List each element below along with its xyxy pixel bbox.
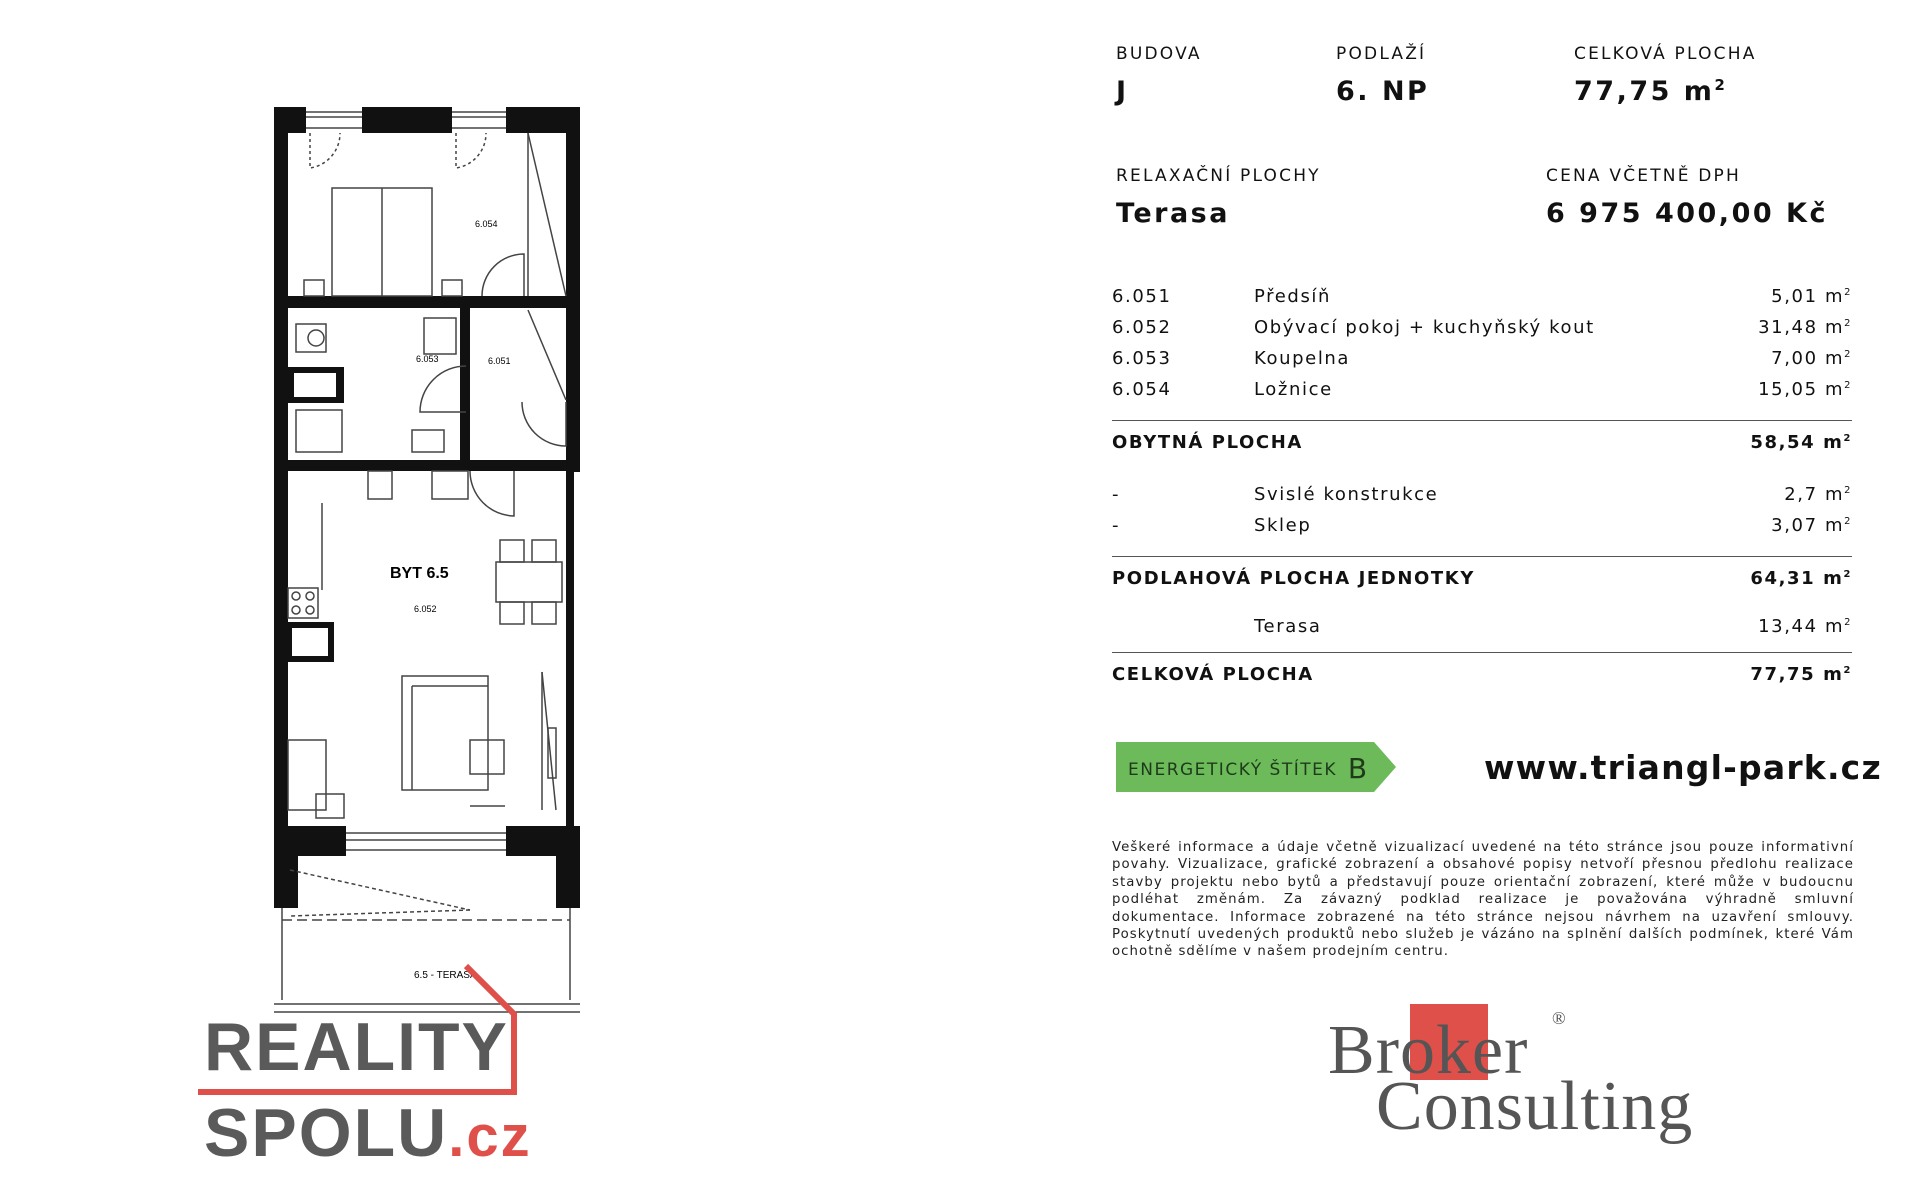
podlazi-value: 6. NP <box>1336 76 1430 107</box>
celkova-plocha-label: CELKOVÁ PLOCHA <box>1574 44 1757 64</box>
celkova-row: CELKOVÁ PLOCHA 77,75 $m^2$ <box>1112 664 1852 685</box>
room-label-6052: 6.052 <box>414 604 437 614</box>
room-label-6053: 6.053 <box>416 354 439 364</box>
celkova-plocha-value: 77,75 $m^2$ <box>1574 76 1728 107</box>
budova-value: J <box>1116 76 1129 107</box>
relaxacni-value: Terasa <box>1116 198 1230 229</box>
room-row: 6.051 Předsíň 5,01 $m^2$ <box>1112 286 1852 307</box>
reality-text: REALITY <box>204 1009 509 1085</box>
cena-label: CENA VČETNĚ DPH <box>1546 166 1741 186</box>
extra-row: - Svislé konstrukce 2,7 $m^2$ <box>1112 484 1852 505</box>
disclaimer: Veškeré informace a údaje včetně vizualizací uvedené na této stránce jsou pouze informativní povahy. Vizualizace, grafické zobrazení a obsahové popisy netvoří přesnou předlohu realizace stavby projektu nebo bytů a představují pouze orientační zobrazení, které může v budoucnu podléhat změnám. Za závazný podklad realizace je považována výhradně smluvní dokumentace. Informace zobrazené na této stránce nejsou návrhem na uzavření smlouvy. Poskytnutí uvedených produktů nebo služeb je vázáno na splnění dalších podmínek, které Vám ochotně sdělíme v našem prodejním centru. <box>1112 840 1854 960</box>
energy-class: B <box>1347 752 1369 785</box>
podlazi-label: PODLAŽÍ <box>1336 44 1427 64</box>
relaxacni-label: RELAXAČNÍ PLOCHY <box>1116 166 1321 186</box>
area-table <box>1112 286 1852 686</box>
spolu-word: SPOLU <box>204 1095 449 1171</box>
budova-label: BUDOVA <box>1116 44 1202 64</box>
consulting-text: Consulting <box>1376 1068 1694 1145</box>
terrace-label: 6.5 - TERASA <box>414 970 477 981</box>
broker-mark: ® <box>1552 1008 1566 1028</box>
website-link[interactable]: www.triangl-park.cz <box>1484 748 1882 787</box>
extra-row: - Sklep 3,07 $m^2$ <box>1112 515 1852 536</box>
spolu-tld: .cz <box>448 1104 532 1169</box>
broker-text: Broker <box>1328 1012 1529 1089</box>
room-row: 6.052 Obývací pokoj + kuchyňský kout 31,48 $m^2$ <box>1112 317 1852 338</box>
terasa-row: Terasa 13,44 $m^2$ <box>1254 616 1852 637</box>
room-row: 6.054 Ložnice 15,05 $m^2$ <box>1112 379 1852 400</box>
energy-label-text: ENERGETICKÝ ŠTÍTEK B <box>1128 752 1369 785</box>
obytna-row: OBYTNÁ PLOCHA 58,54 $m^2$ <box>1112 432 1852 453</box>
divider <box>1112 556 1852 557</box>
broker-consulting-logo <box>1320 1000 1740 1160</box>
divider <box>1112 652 1852 653</box>
cena-value: 6 975 400,00 Kč <box>1546 198 1828 229</box>
spolu-text <box>204 1095 532 1172</box>
room-label-6051: 6.051 <box>488 356 511 366</box>
divider <box>1112 420 1852 421</box>
podlahova-row: PODLAHOVÁ PLOCHA JEDNOTKY 64,31 $m^2$ <box>1112 568 1852 589</box>
unit-label: BYT 6.5 <box>390 565 449 582</box>
room-label-6054: 6.054 <box>475 219 498 229</box>
room-row: 6.053 Koupelna 7,00 $m^2$ <box>1112 348 1852 369</box>
